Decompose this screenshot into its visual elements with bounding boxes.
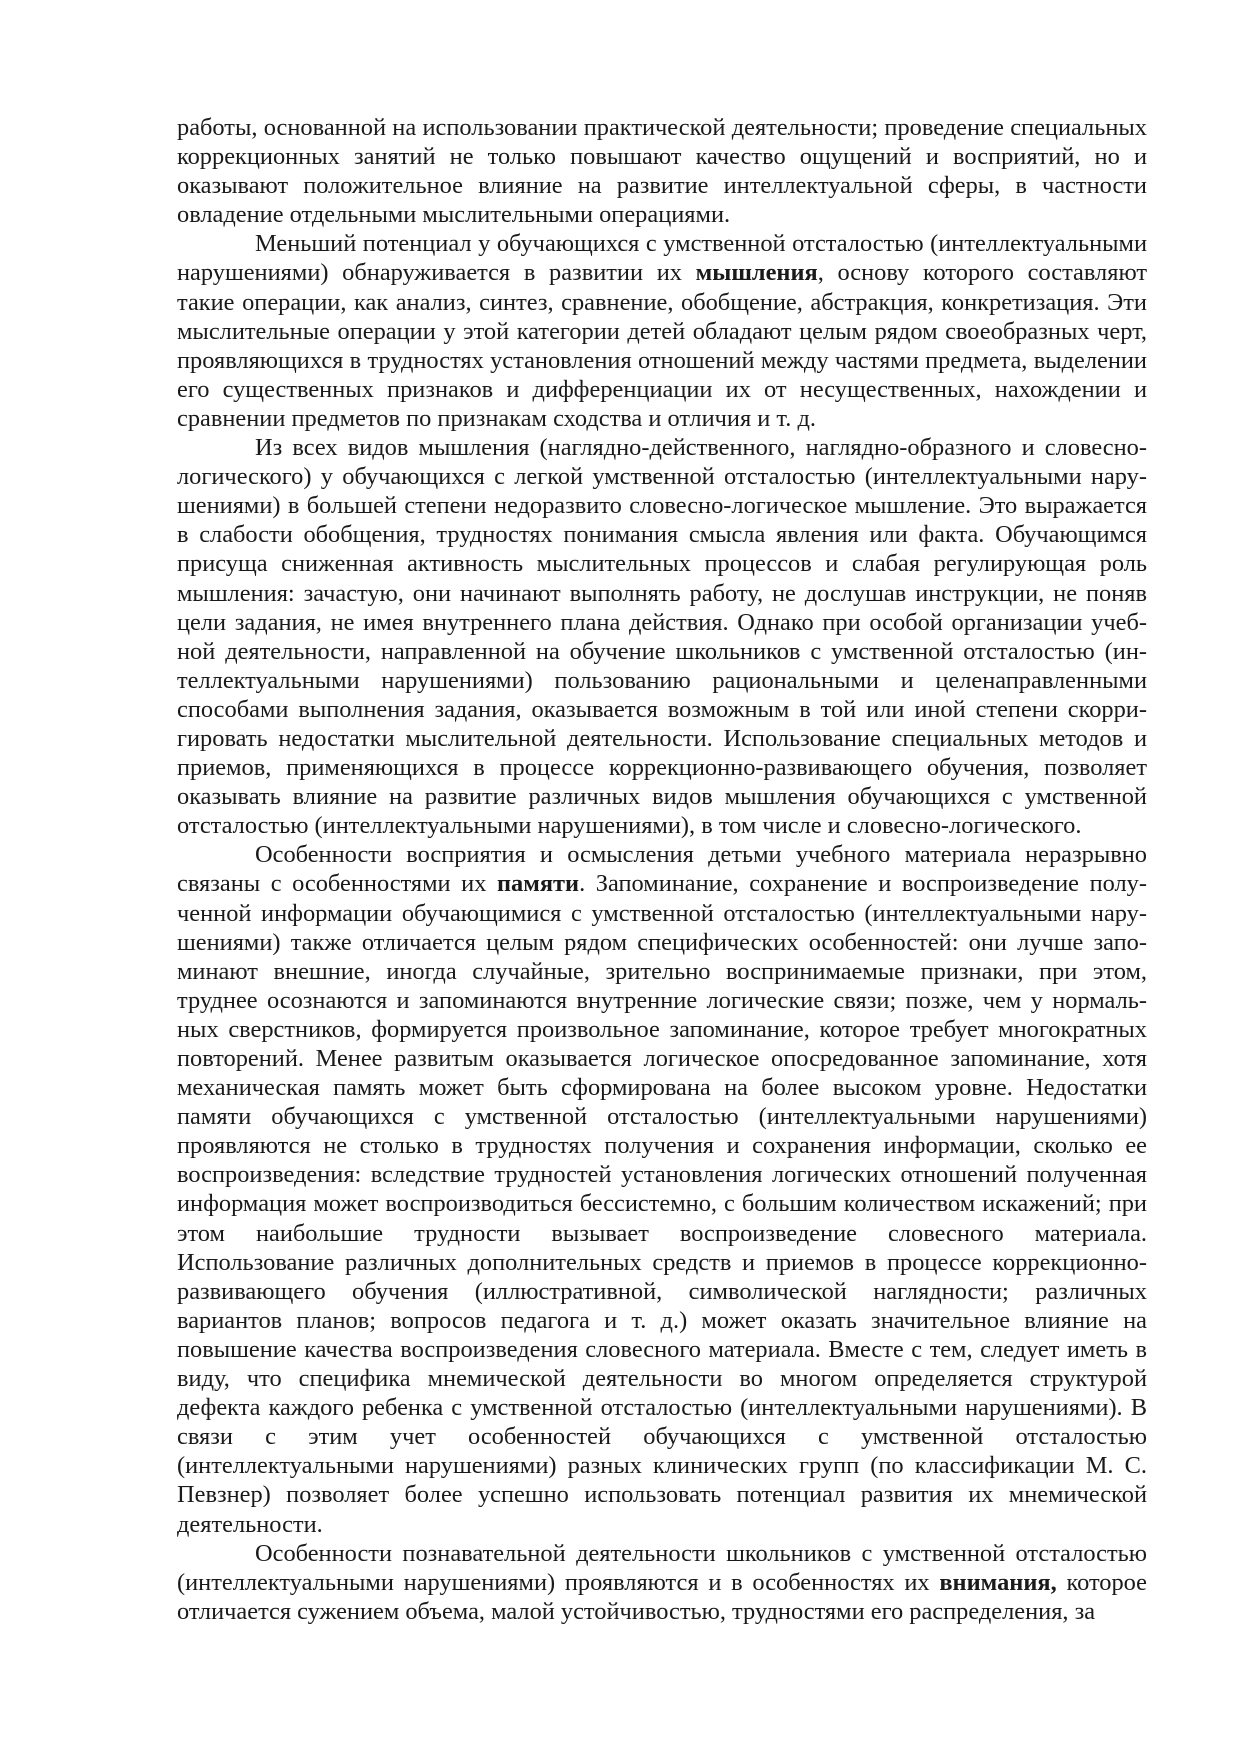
term-pamyati: памяти [497, 870, 580, 898]
paragraph-4-text-a: Особенности восприятия и осмысления детьми учебного материала неразрывно связаны с особенностями их [177, 841, 1147, 898]
paragraph-5-text-b: которое отличается сужением объема, малой устойчивостью, трудностями его распределения, за [177, 1568, 1147, 1625]
paragraph-2-text-a: Меньший потенциал у обучающихся с умственной отсталостью (интеллектуальными нарушениями) обнаруживается в развитии их [177, 230, 1147, 287]
paragraph-4-text-b: . Запоминание, сохранение и воспроизведение полученной информации обучающимися с умственной отсталостью (интеллектуальными нарушениями) также отличается целым рядом специфических особенностей: они лучше запоминают внешние, иногда случайные, зрительно воспринимаемые признаки, при этом, труднее осознаются и запоминаются внутренние логические связи; позже, чем у нормальных сверстников, формируется произвольное запоминание, которое требует многократных повторений. Менее развитым оказывается логическое опосредованное запоминание, хотя механическая память может быть сформирована на более высоком уровне. Недостатки памяти обучающихся с умственной отсталостью (интеллектуальными нарушениями) проявляются не столько в трудностях получения и сохранения информации, сколько ее воспроизведения: вследствие трудностей установления логических отношений полученная информация может воспроизводиться бессистемно, с большим количеством искажений; при этом наибольшие трудности вызывает воспроизведение словесного материала. Использование различных дополнительных средств и приемов в процессе коррекционно-развивающего обучения (иллюстративной, символической наглядности; различных вариантов планов; вопросов педагога и т. д.) может оказать значительное влияние на повышение качества воспроизведения словесного материала. Вместе с тем, следует иметь в виду, что специфика мнемической деятельности во многом определяется структурой дефекта каждого ребенка с умственной отсталостью (интеллектуальными нарушениями). В связи с этим учет особенностей обучающихся с умственной отсталостью (интеллектуальными нарушениями) разных клинических групп (по классификации М. С. Певзнер) позволяет более успешно использовать потенциал развития их мнемической деятельности. [177, 870, 1147, 1538]
paragraph-2 [177, 229, 1147, 433]
paragraph-5-text-a: Особенности познавательной деятельности школьников с умственной отсталостью (интеллектуальными нарушениями) проявляются и в особенностях их [177, 1539, 1147, 1596]
paragraph-3 [177, 433, 1147, 840]
paragraph-1-text: работы, основанной на использовании практической деятельности; проведение специальных коррекционных занятий не только повышают качество ощущений и восприятий, но и оказывают положительное влияние на развитие интеллектуальной сферы, в частности овладение отдельными мыслительными операциями. [177, 114, 1147, 229]
paragraph-2-text-b: , основу которого составляют такие операции, как анализ, синтез, сравнение, обобщение, абстракция, конкретизация. Эти мыслительные операции у этой категории детей обладают целым рядом своеобразных черт, проявляющихся в трудностях установления отношений между частями предмета, выделении его существенных признаков и дифференциации их от несущественных, нахождении и сравнении предметов по признакам сходства и отличия и т. д. [177, 259, 1148, 432]
term-vnimaniya: внимания, [939, 1568, 1057, 1596]
paragraph-4 [177, 840, 1147, 1538]
paragraph-3-text: Из всех видов мышления (наглядно-действенного, наглядно-образного и словеснологического) у обучающихся с легкой умственной отсталостью (интеллектуальными нарушениями) в большей степени недоразвито словесно-логическое мышление. Это выражается в слабости обобщения, трудностях понимания смысла явления или факта. Обучающимся присуща сниженная активность мыслительных процессов и слабая регулирующая роль мышления: зачастую, они начинают выполнять работу, не дослушав инструкции, не поняв цели задания, не имея внутреннего плана действия. Однако при особой организации учебной деятельности, направленной на обучение школьников с умственной отсталостью (интеллектуальными нарушениями) пользованию рациональными и целенаправленными способами выполнения задания, оказывается возможным в той или иной степени скорригировать недостатки мыслительной деятельности. Использование специальных методов и приемов, применяющихся в процессе коррекционно-развивающего обучения, позволяет оказывать влияние на развитие различных видов мышления обучающихся с умственной отсталостью (интеллектуальными нарушениями), в том числе и словесно-логического. [177, 434, 1147, 840]
paragraph-1 [177, 113, 1147, 229]
paragraph-5 [177, 1539, 1147, 1626]
term-myshleniya: мышления [695, 259, 818, 287]
document-page [177, 113, 1147, 1626]
